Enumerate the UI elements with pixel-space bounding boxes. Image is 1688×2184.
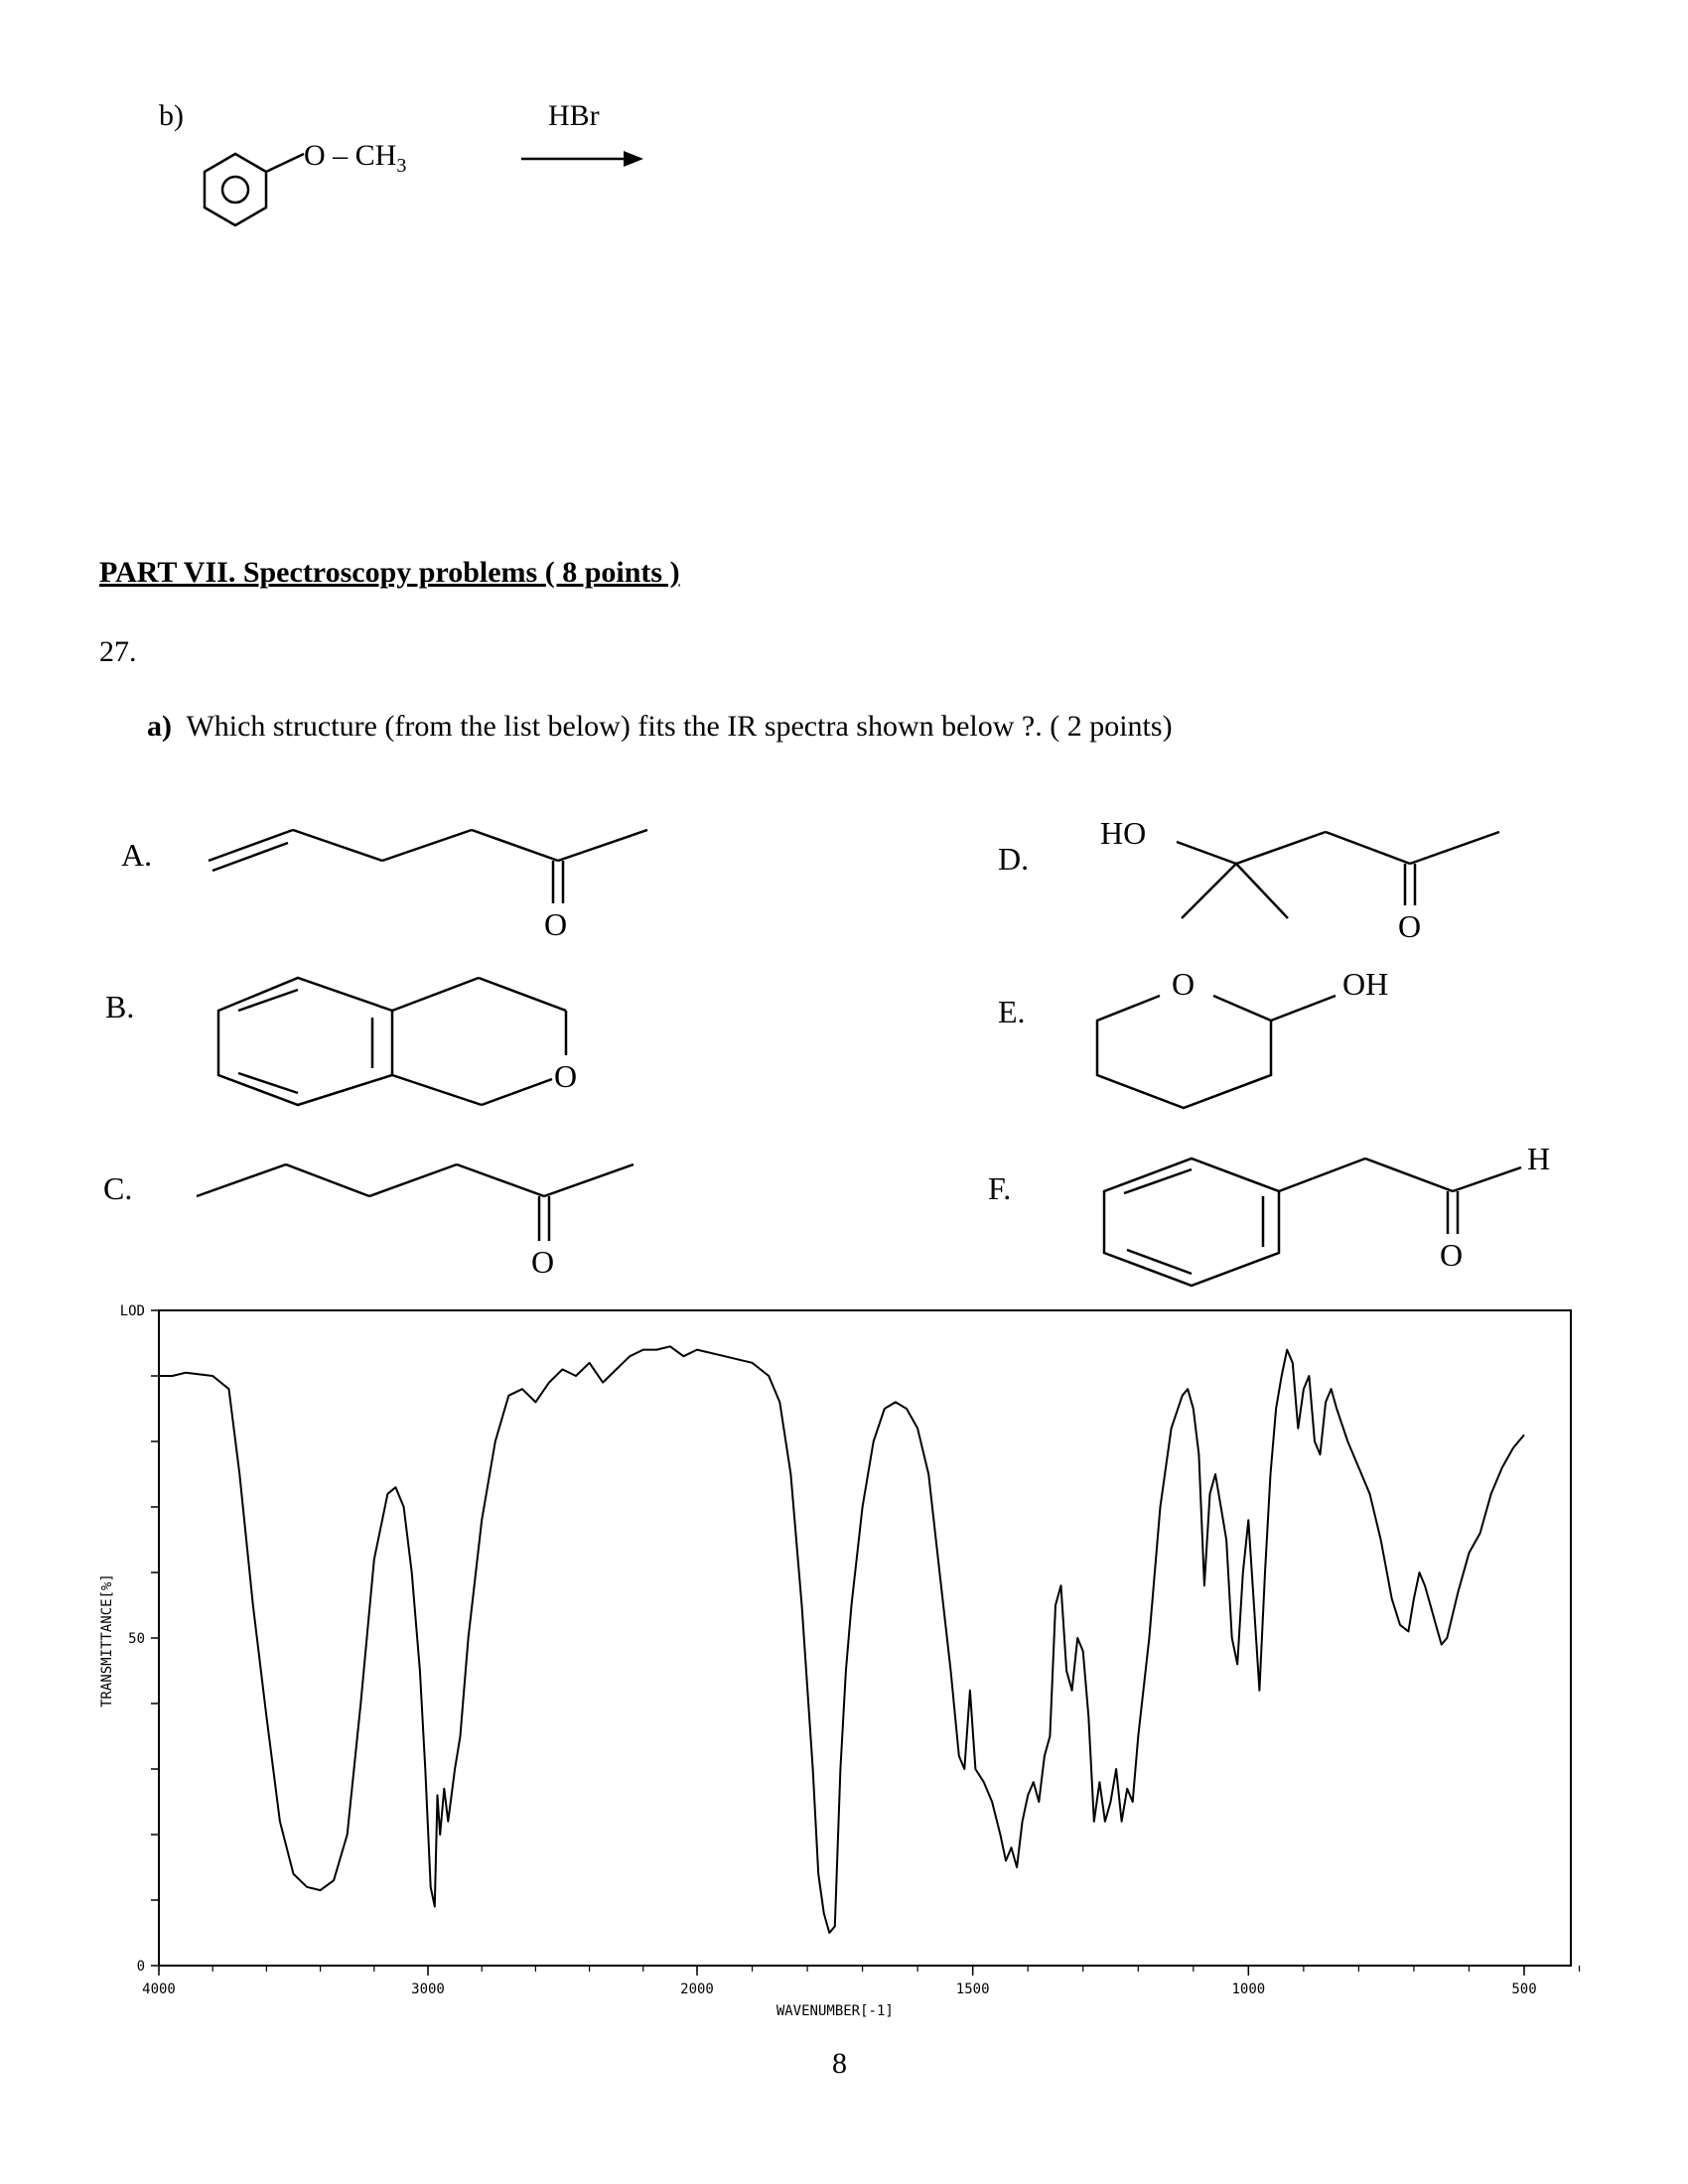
structure-d [1177,832,1499,918]
option-b-label: B. [105,989,135,1024]
structure-e-hydroxyl: OH [1342,966,1389,1002]
option-d-label: D. [998,841,1030,877]
x-tick-label: 1000 [1231,1981,1266,1997]
structure-f-oxygen: O [1440,1237,1464,1273]
y-tick-label: LOD [119,1303,145,1319]
question-number: 27. [99,635,137,668]
y-tick-label: 0 [136,1959,145,1975]
reaction-label: b) [159,99,184,132]
structure-a-oxygen: O [544,906,568,942]
chart-frame [159,1310,1571,1966]
structure-f-hydrogen: H [1527,1141,1551,1176]
structure-e-ring-oxygen: O [1172,966,1196,1002]
structure-d-oxygen: O [1398,908,1422,944]
structure-b-oxygen: O [554,1058,578,1094]
question-text [147,710,1173,744]
x-tick-label: 500 [1511,1981,1537,1997]
structure-a [209,830,647,903]
reagent-label: HBr [548,99,600,132]
y-tick-label: 50 [128,1631,145,1647]
part-heading: PART VII. Spectroscopy problems ( 8 points ) [99,556,680,589]
page-number: 8 [832,2047,847,2080]
question-letter: a) [147,710,172,743]
x-tick-label: 4000 [142,1981,176,1997]
spectrum-line [159,1346,1524,1933]
option-e-label: E. [998,994,1026,1029]
structure-d-hydroxyl: HO [1100,815,1147,851]
structure-c-oxygen: O [531,1244,555,1280]
structure-e [1097,996,1336,1108]
option-c-label: C. [103,1170,133,1206]
x-tick-label: 2000 [680,1981,714,1997]
anisole-structure [205,154,304,225]
option-f-label: F. [988,1170,1012,1206]
x-tick-label: 1500 [955,1981,990,1997]
x-axis-label: WAVENUMBER[-1] [775,2003,894,2019]
substituent-text: O – CH [304,139,397,172]
substituent-subscript: 3 [396,155,407,177]
y-axis-label: TRANSMITTANCE[%] [99,1573,115,1707]
x-tick-label: 3000 [411,1981,445,1997]
reaction-arrow [521,151,643,167]
structure-b [218,978,566,1105]
question-body: Which structure (from the list below) fits the IR spectra shown below ?. ( 2 points) [186,710,1173,743]
ir-spectrum-chart [99,1303,1580,2019]
option-a-label: A. [121,837,153,873]
anisole-substituent [304,139,406,178]
structure-c [197,1164,633,1241]
